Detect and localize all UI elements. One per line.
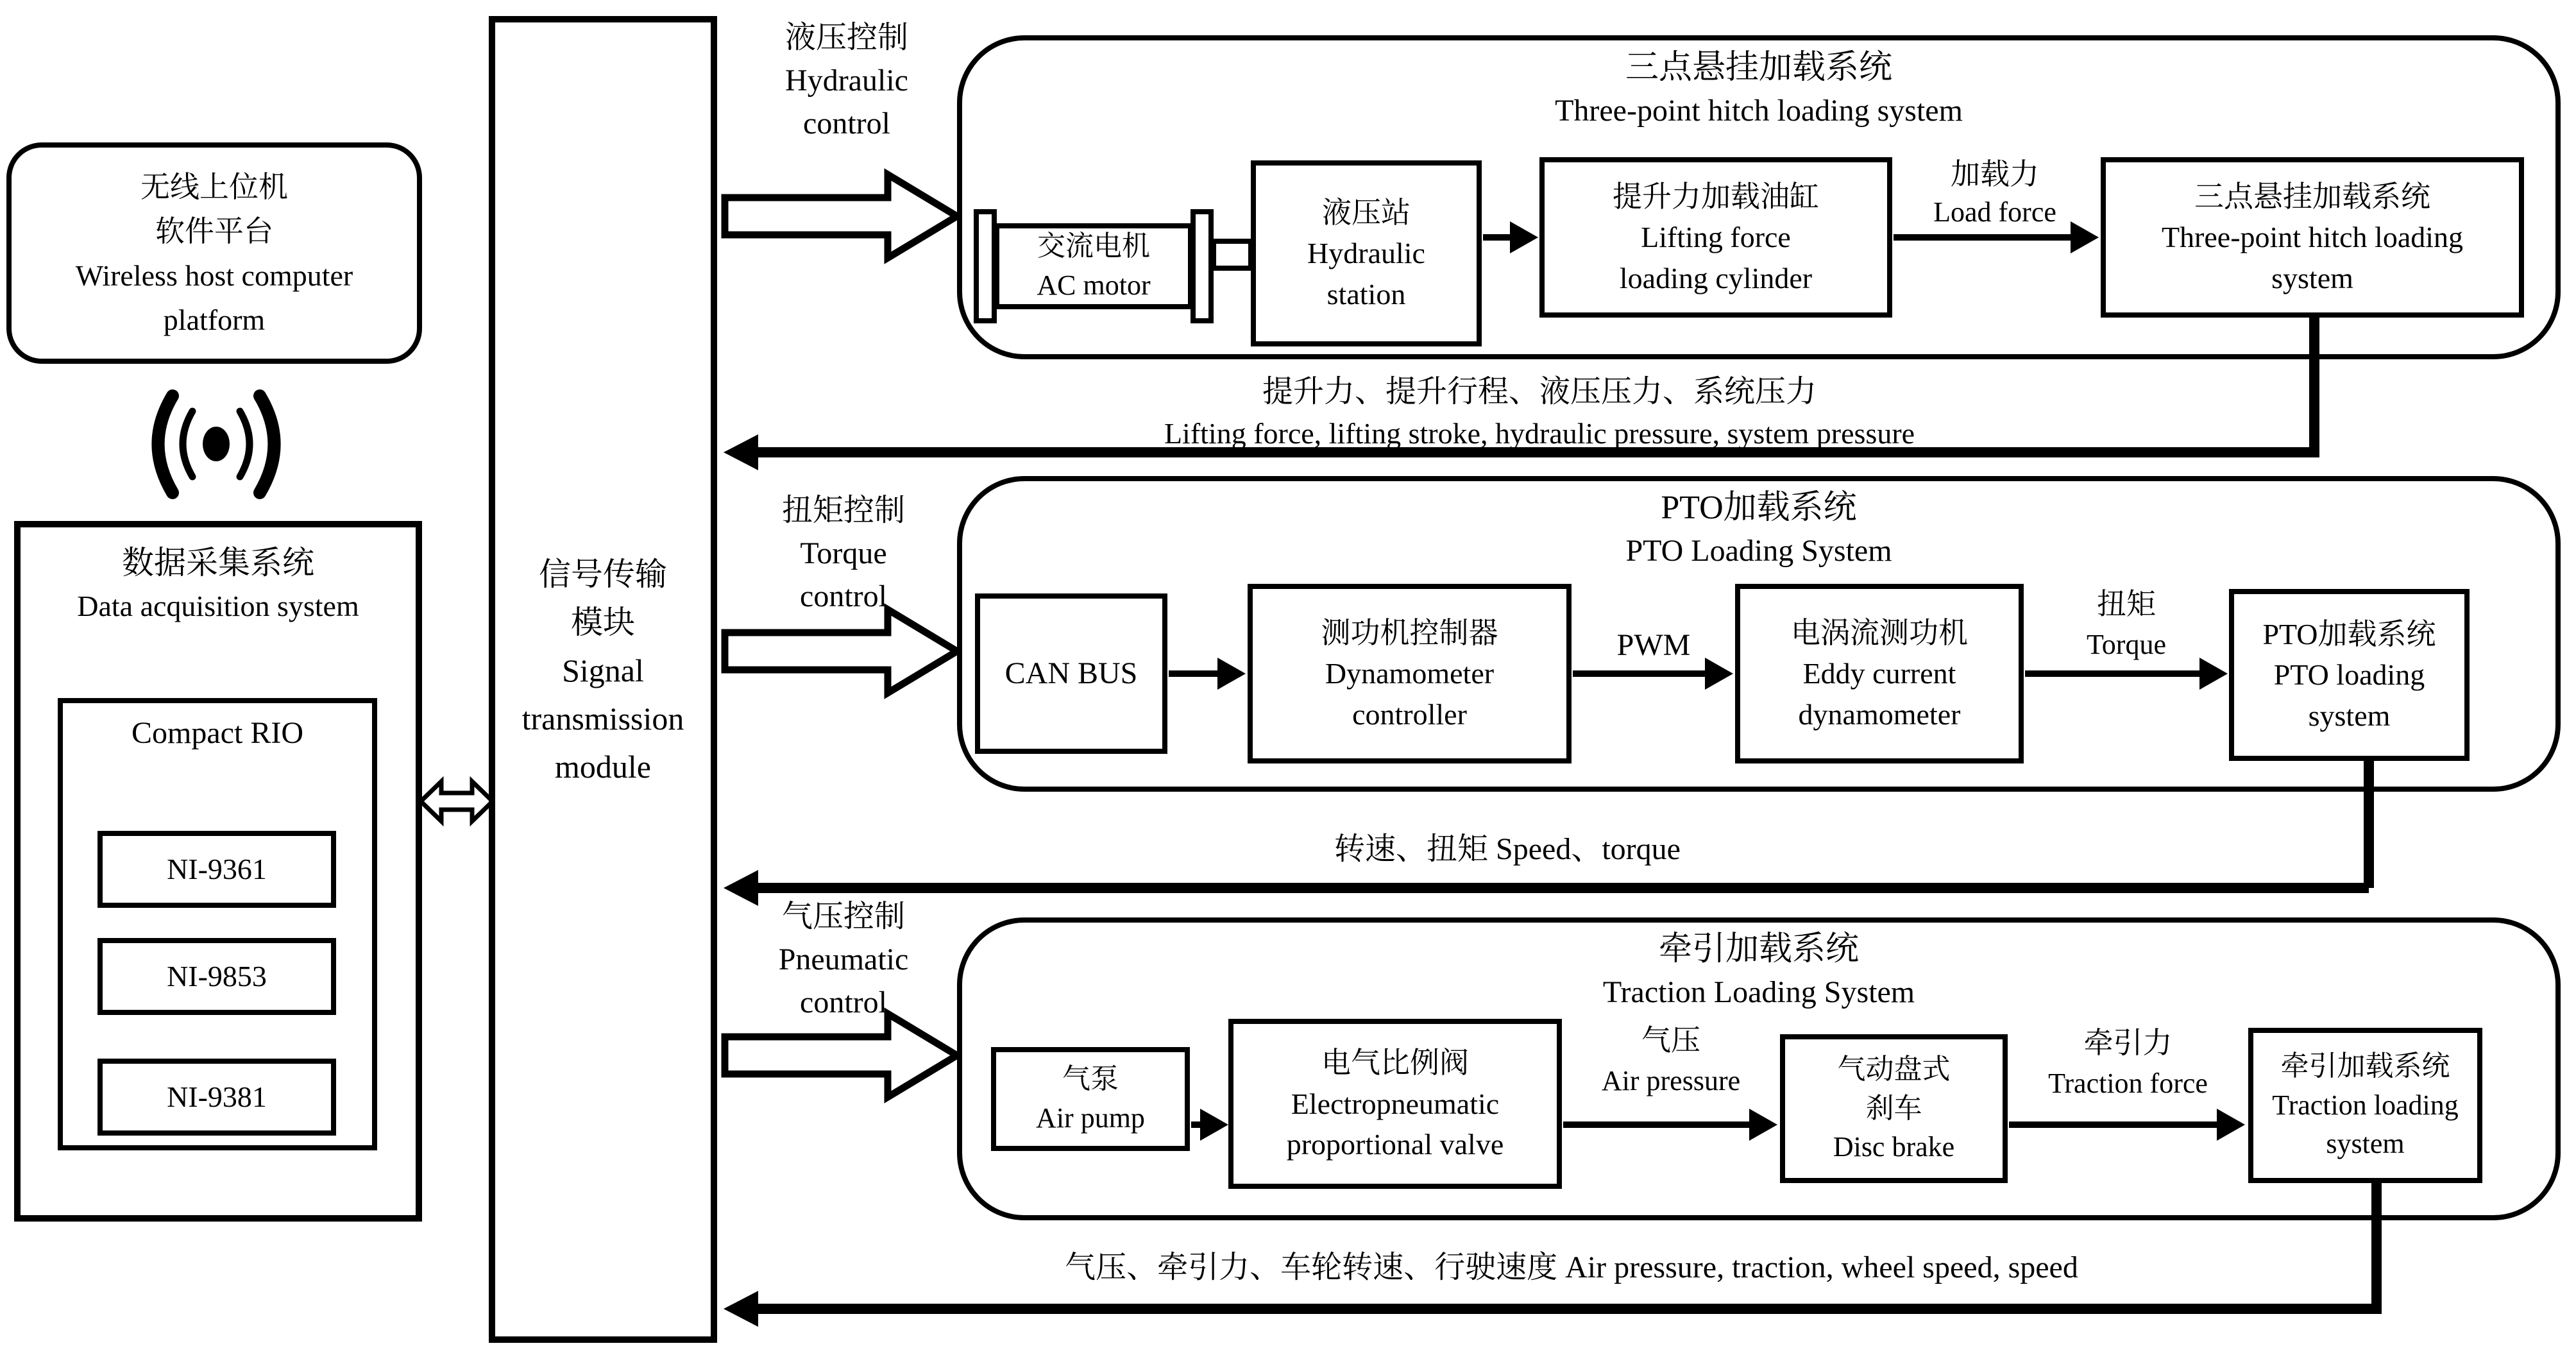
dynamometer-controller-line: controller <box>1352 697 1467 731</box>
torque-control-line: Torque <box>800 536 887 571</box>
proportional-valve-line: 电气比例阀 <box>1321 1046 1469 1080</box>
air-pump-box <box>991 1047 1190 1151</box>
ni-9381-label: NI-9381 <box>167 1080 267 1114</box>
traction-loading-box <box>2248 1028 2482 1183</box>
hydraulic-station-line: 液压站 <box>1322 196 1411 229</box>
dynamometer-controller-box <box>1248 584 1572 763</box>
ni-9853-label: NI-9853 <box>167 960 267 993</box>
pneumatic-control-line: Pneumatic <box>778 942 909 977</box>
pump-to-valve-arrow <box>1191 1121 1201 1128</box>
disc-brake-line: Disc brake <box>1833 1131 1955 1163</box>
wireless-signal-icon <box>136 388 296 500</box>
valve-to-brake-arrow <box>1563 1121 1750 1128</box>
ni-9361-box <box>97 831 336 908</box>
eddy-dynamometer-line: dynamometer <box>1798 697 1961 731</box>
hydraulic-control-line: control <box>803 107 890 141</box>
disc-brake-box <box>1780 1034 2008 1183</box>
data-acquisition-title-en: Data acquisition system <box>77 590 359 622</box>
pneumatic-control-label <box>728 895 959 1025</box>
traction-force-label-en: Traction force <box>2048 1068 2208 1099</box>
hitch-title-zh: 三点悬挂加载系统 <box>1625 49 1892 86</box>
pto-title-en: PTO Loading System <box>1625 534 1892 568</box>
ni-9361-label: NI-9361 <box>167 853 267 886</box>
wireless-host-line: Wireless host computer <box>75 259 353 292</box>
data-acquisition-title-zh: 数据采集系统 <box>122 545 314 581</box>
hydraulic-station-box <box>1251 160 1482 346</box>
can-to-controller-arrow <box>1169 670 1219 677</box>
ni-9381-box <box>97 1059 336 1136</box>
hitch-feedback-text-zh: 提升力、提升行程、液压压力、系统压力 <box>1262 375 1817 409</box>
pto-loading-box <box>2229 589 2470 761</box>
pneumatic-control-arrow <box>720 1007 963 1104</box>
traction-title-en: Traction Loading System <box>1602 975 1915 1009</box>
controller-to-dyno-arrow <box>1573 670 1706 677</box>
load-force-label-en: Load force <box>1933 196 2056 228</box>
traction-title-zh: 牵引加载系统 <box>1658 931 1859 968</box>
hydraulic-control-line: Hydraulic <box>785 64 908 98</box>
signal-module-line: Signal <box>562 652 644 688</box>
ac-motor-right-cap <box>1191 209 1214 323</box>
traction-loading-line: Traction loading <box>2272 1089 2459 1121</box>
hitch-system-line: system <box>2271 261 2353 294</box>
torque-label-en: Torque <box>2087 629 2166 660</box>
hitch-feedback-text-en: Lifting force, lifting stroke, hydraulic pressure, system pressure <box>1164 417 1915 450</box>
eddy-dynamometer-line: 电涡流测功机 <box>1791 616 1968 649</box>
compact-rio-label: Compact RIO <box>131 716 303 750</box>
wireless-host-line: 无线上位机 <box>140 170 288 203</box>
traction-feedback-text: 气压、牵引力、车轮转速、行驶速度 Air pressure, traction, wheel speed, speed <box>1065 1250 2078 1284</box>
torque-control-line: 扭矩控制 <box>781 493 905 527</box>
hitch-system-line: 三点悬挂加载系统 <box>2194 180 2430 213</box>
proportional-valve-box <box>1228 1019 1562 1189</box>
signal-module-line: 信号传输 <box>539 556 667 592</box>
hydraulic-station-line: Hydraulic <box>1307 237 1425 270</box>
dyno-to-pto-arrow <box>2025 670 2201 677</box>
hydraulic-control-label <box>728 16 965 146</box>
torque-control-arrow <box>720 603 963 699</box>
lifting-cylinder-line: Lifting force <box>1641 221 1791 254</box>
lifting-cylinder-line: loading cylinder <box>1619 261 1813 294</box>
ac-motor-left-cap <box>974 209 997 323</box>
hitch-system-box <box>2101 157 2524 318</box>
traction-loading-line: system <box>2326 1128 2405 1160</box>
hydraulic-station-line: station <box>1326 277 1406 311</box>
lifting-cylinder-line: 提升力加载油缸 <box>1613 180 1819 213</box>
dynamometer-controller-line: Dynamometer <box>1325 657 1495 690</box>
torque-label-zh: 扭矩 <box>2097 588 2156 620</box>
air-pressure-label-en: Air pressure <box>1601 1065 1741 1096</box>
disc-brake-line: 刹车 <box>1865 1092 1922 1124</box>
hydraulic-control-arrow <box>720 168 963 264</box>
wireless-host-box <box>6 142 422 364</box>
lifting-cylinder-box <box>1539 157 1892 318</box>
hitch-feedback-drop-line <box>2309 316 2319 452</box>
pto-loading-line: PTO loading <box>2273 658 2425 692</box>
pto-feedback-arrow <box>757 883 2369 893</box>
ac-motor-line: 交流电机 <box>1037 230 1150 262</box>
pto-feedback-drop-line <box>2364 759 2374 888</box>
torque-control-label <box>728 489 959 618</box>
dynamometer-controller-line: 测功机控制器 <box>1321 616 1498 649</box>
station-to-cylinder-arrow <box>1483 234 1511 241</box>
pto-loading-line: system <box>2308 699 2391 732</box>
air-pump-line: 气泵 <box>1062 1063 1119 1095</box>
eddy-dynamometer-line: Eddy current <box>1802 657 1956 690</box>
brake-to-traction-arrow <box>2009 1121 2218 1128</box>
eddy-dynamometer-box <box>1735 584 2024 763</box>
signal-module-line: module <box>555 749 651 785</box>
wireless-host-line: platform <box>163 303 266 336</box>
can-bus-box <box>975 593 1167 754</box>
load-force-label-zh: 加载力 <box>1951 158 2039 191</box>
disc-brake-line: 气动盘式 <box>1837 1053 1951 1085</box>
pto-title-zh: PTO加载系统 <box>1661 490 1857 526</box>
cylinder-to-hitch-arrow <box>1894 234 2072 241</box>
pwm-label: PWM <box>1616 628 1691 662</box>
air-pump-line: Air pump <box>1036 1102 1145 1134</box>
signal-module-line: transmission <box>521 701 684 737</box>
pto-loading-line: PTO加载系统 <box>2262 617 2436 651</box>
signal-module-label <box>489 550 717 791</box>
proportional-valve-line: proportional valve <box>1286 1128 1504 1161</box>
traction-loading-line: 牵引加载系统 <box>2280 1050 2450 1082</box>
signal-module-line: 模块 <box>571 604 635 640</box>
traction-feedback-arrow <box>757 1304 2382 1314</box>
pneumatic-control-line: 气压控制 <box>781 899 905 933</box>
traction-force-label-zh: 牵引力 <box>2083 1027 2173 1059</box>
hydraulic-control-line: 液压控制 <box>784 21 908 55</box>
can-bus-label: CAN BUS <box>1004 656 1138 690</box>
pneumatic-control-line: control <box>800 985 887 1020</box>
wireless-host-line: 软件平台 <box>155 214 273 248</box>
pto-feedback-text: 转速、扭矩 Speed、torque <box>1334 832 1681 866</box>
ac-motor-line: AC motor <box>1037 269 1151 301</box>
bidirectional-arrow-icon <box>417 773 496 830</box>
ni-9853-box <box>97 938 336 1015</box>
hitch-title-en: Three-point hitch loading system <box>1555 94 1963 128</box>
torque-control-line: control <box>800 579 887 614</box>
air-pressure-label-zh: 气压 <box>1641 1024 1700 1057</box>
hitch-system-line: Three-point hitch loading <box>2161 221 2464 254</box>
ac-motor-box <box>994 223 1193 309</box>
proportional-valve-line: Electropneumatic <box>1291 1087 1500 1120</box>
ac-motor-shaft <box>1211 239 1253 271</box>
